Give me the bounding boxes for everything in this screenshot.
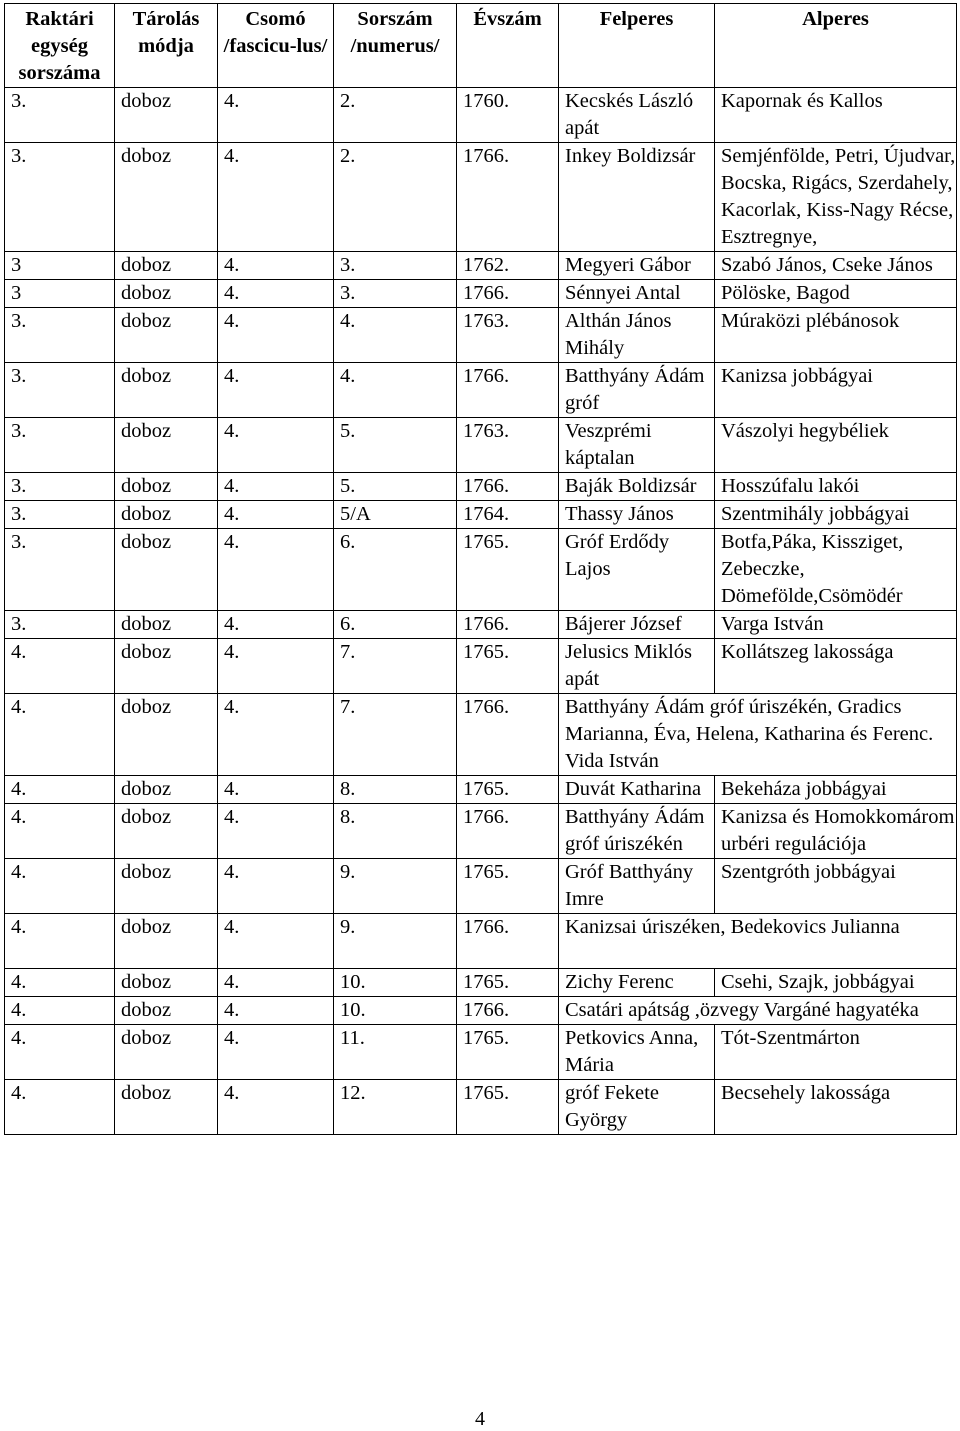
storage-cell: doboz: [115, 969, 218, 997]
plaintiff-cell: Petkovics Anna, Mária: [559, 1025, 715, 1080]
unit-cell: 4.: [5, 914, 115, 969]
unit-cell: 3.: [5, 529, 115, 611]
number-cell: 8.: [334, 804, 457, 859]
unit-cell: 3.: [5, 501, 115, 529]
table-body: [5, 88, 957, 1135]
number-cell: 4.: [334, 308, 457, 363]
table-row: [5, 88, 957, 143]
defendant-cell: Vászolyi hegybéliek: [715, 418, 957, 473]
storage-cell: doboz: [115, 280, 218, 308]
unit-cell: 3.: [5, 363, 115, 418]
defendant-cell: Becsehely lakossága: [715, 1080, 957, 1135]
number-cell: 10.: [334, 997, 457, 1025]
table-row: [5, 473, 957, 501]
table-row: [5, 776, 957, 804]
number-cell: 5/A: [334, 501, 457, 529]
defendant-cell: Tót-Szentmárton: [715, 1025, 957, 1080]
plaintiff-cell: Baják Boldizsár: [559, 473, 715, 501]
defendant-cell: Kollátszeg lakossága: [715, 639, 957, 694]
number-cell: 5.: [334, 418, 457, 473]
year-cell: 1763.: [457, 418, 559, 473]
fascicle-cell: 4.: [218, 639, 334, 694]
year-cell: 1760.: [457, 88, 559, 143]
fascicle-cell: 4.: [218, 280, 334, 308]
plaintiff-cell: Duvát Katharina: [559, 776, 715, 804]
storage-cell: doboz: [115, 252, 218, 280]
unit-cell: 3: [5, 280, 115, 308]
unit-cell: 4.: [5, 859, 115, 914]
storage-cell: doboz: [115, 997, 218, 1025]
header-fascicle: Csomó /fascicu-lus/: [218, 4, 334, 88]
plaintiff-cell: gróf Fekete György: [559, 1080, 715, 1135]
header-number: Sorszám /numerus/: [334, 4, 457, 88]
defendant-cell: Szentgróth jobbágyai: [715, 859, 957, 914]
year-cell: 1765.: [457, 639, 559, 694]
defendant-cell: Szabó János, Cseke János: [715, 252, 957, 280]
plaintiff-cell: Batthyány Ádám gróf: [559, 363, 715, 418]
number-cell: 12.: [334, 1080, 457, 1135]
year-cell: 1765.: [457, 969, 559, 997]
plaintiff-cell: Veszprémi káptalan: [559, 418, 715, 473]
fascicle-cell: 4.: [218, 611, 334, 639]
fascicle-cell: 4.: [218, 1080, 334, 1135]
table-row: [5, 252, 957, 280]
storage-cell: doboz: [115, 694, 218, 776]
plaintiff-cell: Bájerer József: [559, 611, 715, 639]
fascicle-cell: 4.: [218, 501, 334, 529]
year-cell: 1766.: [457, 280, 559, 308]
number-cell: 10.: [334, 969, 457, 997]
number-cell: 5.: [334, 473, 457, 501]
year-cell: 1763.: [457, 308, 559, 363]
fascicle-cell: 4.: [218, 914, 334, 969]
plaintiff-cell: Batthyány Ádám gróf úriszékén: [559, 804, 715, 859]
unit-cell: 3.: [5, 473, 115, 501]
fascicle-cell: 4.: [218, 694, 334, 776]
fascicle-cell: 4.: [218, 776, 334, 804]
year-cell: 1765.: [457, 859, 559, 914]
fascicle-cell: 4.: [218, 804, 334, 859]
storage-cell: doboz: [115, 529, 218, 611]
number-cell: 9.: [334, 859, 457, 914]
storage-cell: doboz: [115, 143, 218, 252]
table-row: [5, 694, 957, 776]
table-row: [5, 143, 957, 252]
number-cell: 4.: [334, 363, 457, 418]
unit-cell: 4.: [5, 1025, 115, 1080]
storage-cell: doboz: [115, 501, 218, 529]
unit-cell: 3.: [5, 611, 115, 639]
number-cell: 3.: [334, 252, 457, 280]
year-cell: 1766.: [457, 914, 559, 969]
defendant-cell: Bekeháza jobbágyai: [715, 776, 957, 804]
plaintiff-cell: Jelusics Miklós apát: [559, 639, 715, 694]
plaintiff-cell: Kecskés László apát: [559, 88, 715, 143]
header-row: [5, 4, 957, 88]
table-row: [5, 1025, 957, 1080]
year-cell: 1765.: [457, 776, 559, 804]
unit-cell: 4.: [5, 804, 115, 859]
table-row: [5, 308, 957, 363]
plaintiff-cell: Sénnyei Antal: [559, 280, 715, 308]
number-cell: 7.: [334, 694, 457, 776]
table-row: [5, 418, 957, 473]
header-unit: Raktári egység sorszáma: [5, 4, 115, 88]
table-row: [5, 804, 957, 859]
storage-cell: doboz: [115, 1080, 218, 1135]
defendant-cell: Kanizsa jobbágyai: [715, 363, 957, 418]
number-cell: 9.: [334, 914, 457, 969]
number-cell: 3.: [334, 280, 457, 308]
table-row: [5, 529, 957, 611]
defendant-cell: Botfa,Páka, Kissziget, Zebeczke, Dömefölde,Csömödér: [715, 529, 957, 611]
table-row: [5, 611, 957, 639]
defendant-cell: Hosszúfalu lakói: [715, 473, 957, 501]
storage-cell: doboz: [115, 804, 218, 859]
storage-cell: doboz: [115, 88, 218, 143]
table-row: [5, 280, 957, 308]
merged-parties-cell: [559, 694, 957, 776]
fascicle-cell: 4.: [218, 473, 334, 501]
defendant-cell: Kapornak és Kallos: [715, 88, 957, 143]
unit-cell: 3.: [5, 418, 115, 473]
table-row: [5, 639, 957, 694]
storage-cell: doboz: [115, 418, 218, 473]
number-cell: 8.: [334, 776, 457, 804]
year-cell: 1765.: [457, 1025, 559, 1080]
number-cell: 7.: [334, 639, 457, 694]
fascicle-cell: 4.: [218, 252, 334, 280]
number-cell: 11.: [334, 1025, 457, 1080]
plaintiff-cell: Inkey Boldizsár: [559, 143, 715, 252]
fascicle-cell: 4.: [218, 859, 334, 914]
year-cell: 1762.: [457, 252, 559, 280]
number-cell: 6.: [334, 611, 457, 639]
year-cell: 1766.: [457, 363, 559, 418]
plaintiff-cell: Althán János Mihály: [559, 308, 715, 363]
number-cell: 6.: [334, 529, 457, 611]
storage-cell: doboz: [115, 363, 218, 418]
archive-register-table: [4, 3, 957, 1135]
defendant-cell: Pölöske, Bagod: [715, 280, 957, 308]
merged-parties-cell: [559, 997, 957, 1025]
table-row: [5, 914, 957, 969]
fascicle-cell: 4.: [218, 529, 334, 611]
table-row: [5, 1080, 957, 1135]
merged-parties-text: Csatári apátság ,özvegy Vargáné hagyatéka: [565, 999, 919, 1021]
plaintiff-cell: Thassy János: [559, 501, 715, 529]
storage-cell: doboz: [115, 308, 218, 363]
year-cell: 1764.: [457, 501, 559, 529]
page-number: 4: [475, 1408, 485, 1430]
table-row: [5, 859, 957, 914]
year-cell: 1766.: [457, 143, 559, 252]
storage-cell: doboz: [115, 611, 218, 639]
unit-cell: 4.: [5, 694, 115, 776]
unit-cell: 4.: [5, 1080, 115, 1135]
storage-cell: doboz: [115, 776, 218, 804]
defendant-cell: Szentmihály jobbágyai: [715, 501, 957, 529]
merged-parties-text: Kanizsai úriszéken, Bedekovics Julianna: [565, 916, 900, 938]
year-cell: 1765.: [457, 529, 559, 611]
unit-cell: 3.: [5, 143, 115, 252]
table-row: [5, 969, 957, 997]
header-storage: Tárolás módja: [115, 4, 218, 88]
plaintiff-cell: Gróf Batthyány Imre: [559, 859, 715, 914]
defendant-cell: Varga István: [715, 611, 957, 639]
merged-parties-text: Batthyány Ádám gróf úriszékén, Gradics Marianna, Éva, Helena, Katharina és Ferenc.: [565, 696, 934, 745]
year-cell: 1766.: [457, 694, 559, 776]
unit-cell: 3.: [5, 88, 115, 143]
merged-parties-cell: [559, 914, 957, 969]
fascicle-cell: 4.: [218, 418, 334, 473]
header-defendant: Alperes: [715, 4, 957, 88]
header-plaintiff: Felperes: [559, 4, 715, 88]
fascicle-cell: 4.: [218, 969, 334, 997]
storage-cell: doboz: [115, 1025, 218, 1080]
year-cell: 1766.: [457, 997, 559, 1025]
plaintiff-cell: Megyeri Gábor: [559, 252, 715, 280]
year-cell: 1766.: [457, 473, 559, 501]
year-cell: 1766.: [457, 611, 559, 639]
plaintiff-cell: Gróf Erdődy Lajos: [559, 529, 715, 611]
unit-cell: 4.: [5, 776, 115, 804]
defendant-cell: Semjénfölde, Petri, Újudvar, Bocska, Rigács, Szerdahely, Kacorlak, Kiss-Nagy Récse, Esztregnye,: [715, 143, 957, 252]
unit-cell: 4.: [5, 969, 115, 997]
defendant-cell: Múraközi plébánosok: [715, 308, 957, 363]
table-row: [5, 501, 957, 529]
table-row: [5, 997, 957, 1025]
unit-cell: 4.: [5, 639, 115, 694]
year-cell: 1766.: [457, 804, 559, 859]
number-cell: 2.: [334, 143, 457, 252]
unit-cell: 3.: [5, 308, 115, 363]
fascicle-cell: 4.: [218, 88, 334, 143]
fascicle-cell: 4.: [218, 143, 334, 252]
merged-parties-extra: Vida István: [565, 750, 659, 772]
storage-cell: doboz: [115, 639, 218, 694]
defendant-cell: Kanizsa és Homokkomárom urbéri regulációja: [715, 804, 957, 859]
number-cell: 2.: [334, 88, 457, 143]
year-cell: 1765.: [457, 1080, 559, 1135]
defendant-cell: Csehi, Szajk, jobbágyai: [715, 969, 957, 997]
fascicle-cell: 4.: [218, 363, 334, 418]
storage-cell: doboz: [115, 473, 218, 501]
storage-cell: doboz: [115, 859, 218, 914]
table-row: [5, 363, 957, 418]
fascicle-cell: 4.: [218, 1025, 334, 1080]
unit-cell: 4.: [5, 997, 115, 1025]
unit-cell: 3: [5, 252, 115, 280]
plaintiff-cell: Zichy Ferenc: [559, 969, 715, 997]
fascicle-cell: 4.: [218, 308, 334, 363]
storage-cell: doboz: [115, 914, 218, 969]
header-year: Évszám: [457, 4, 559, 88]
fascicle-cell: 4.: [218, 997, 334, 1025]
